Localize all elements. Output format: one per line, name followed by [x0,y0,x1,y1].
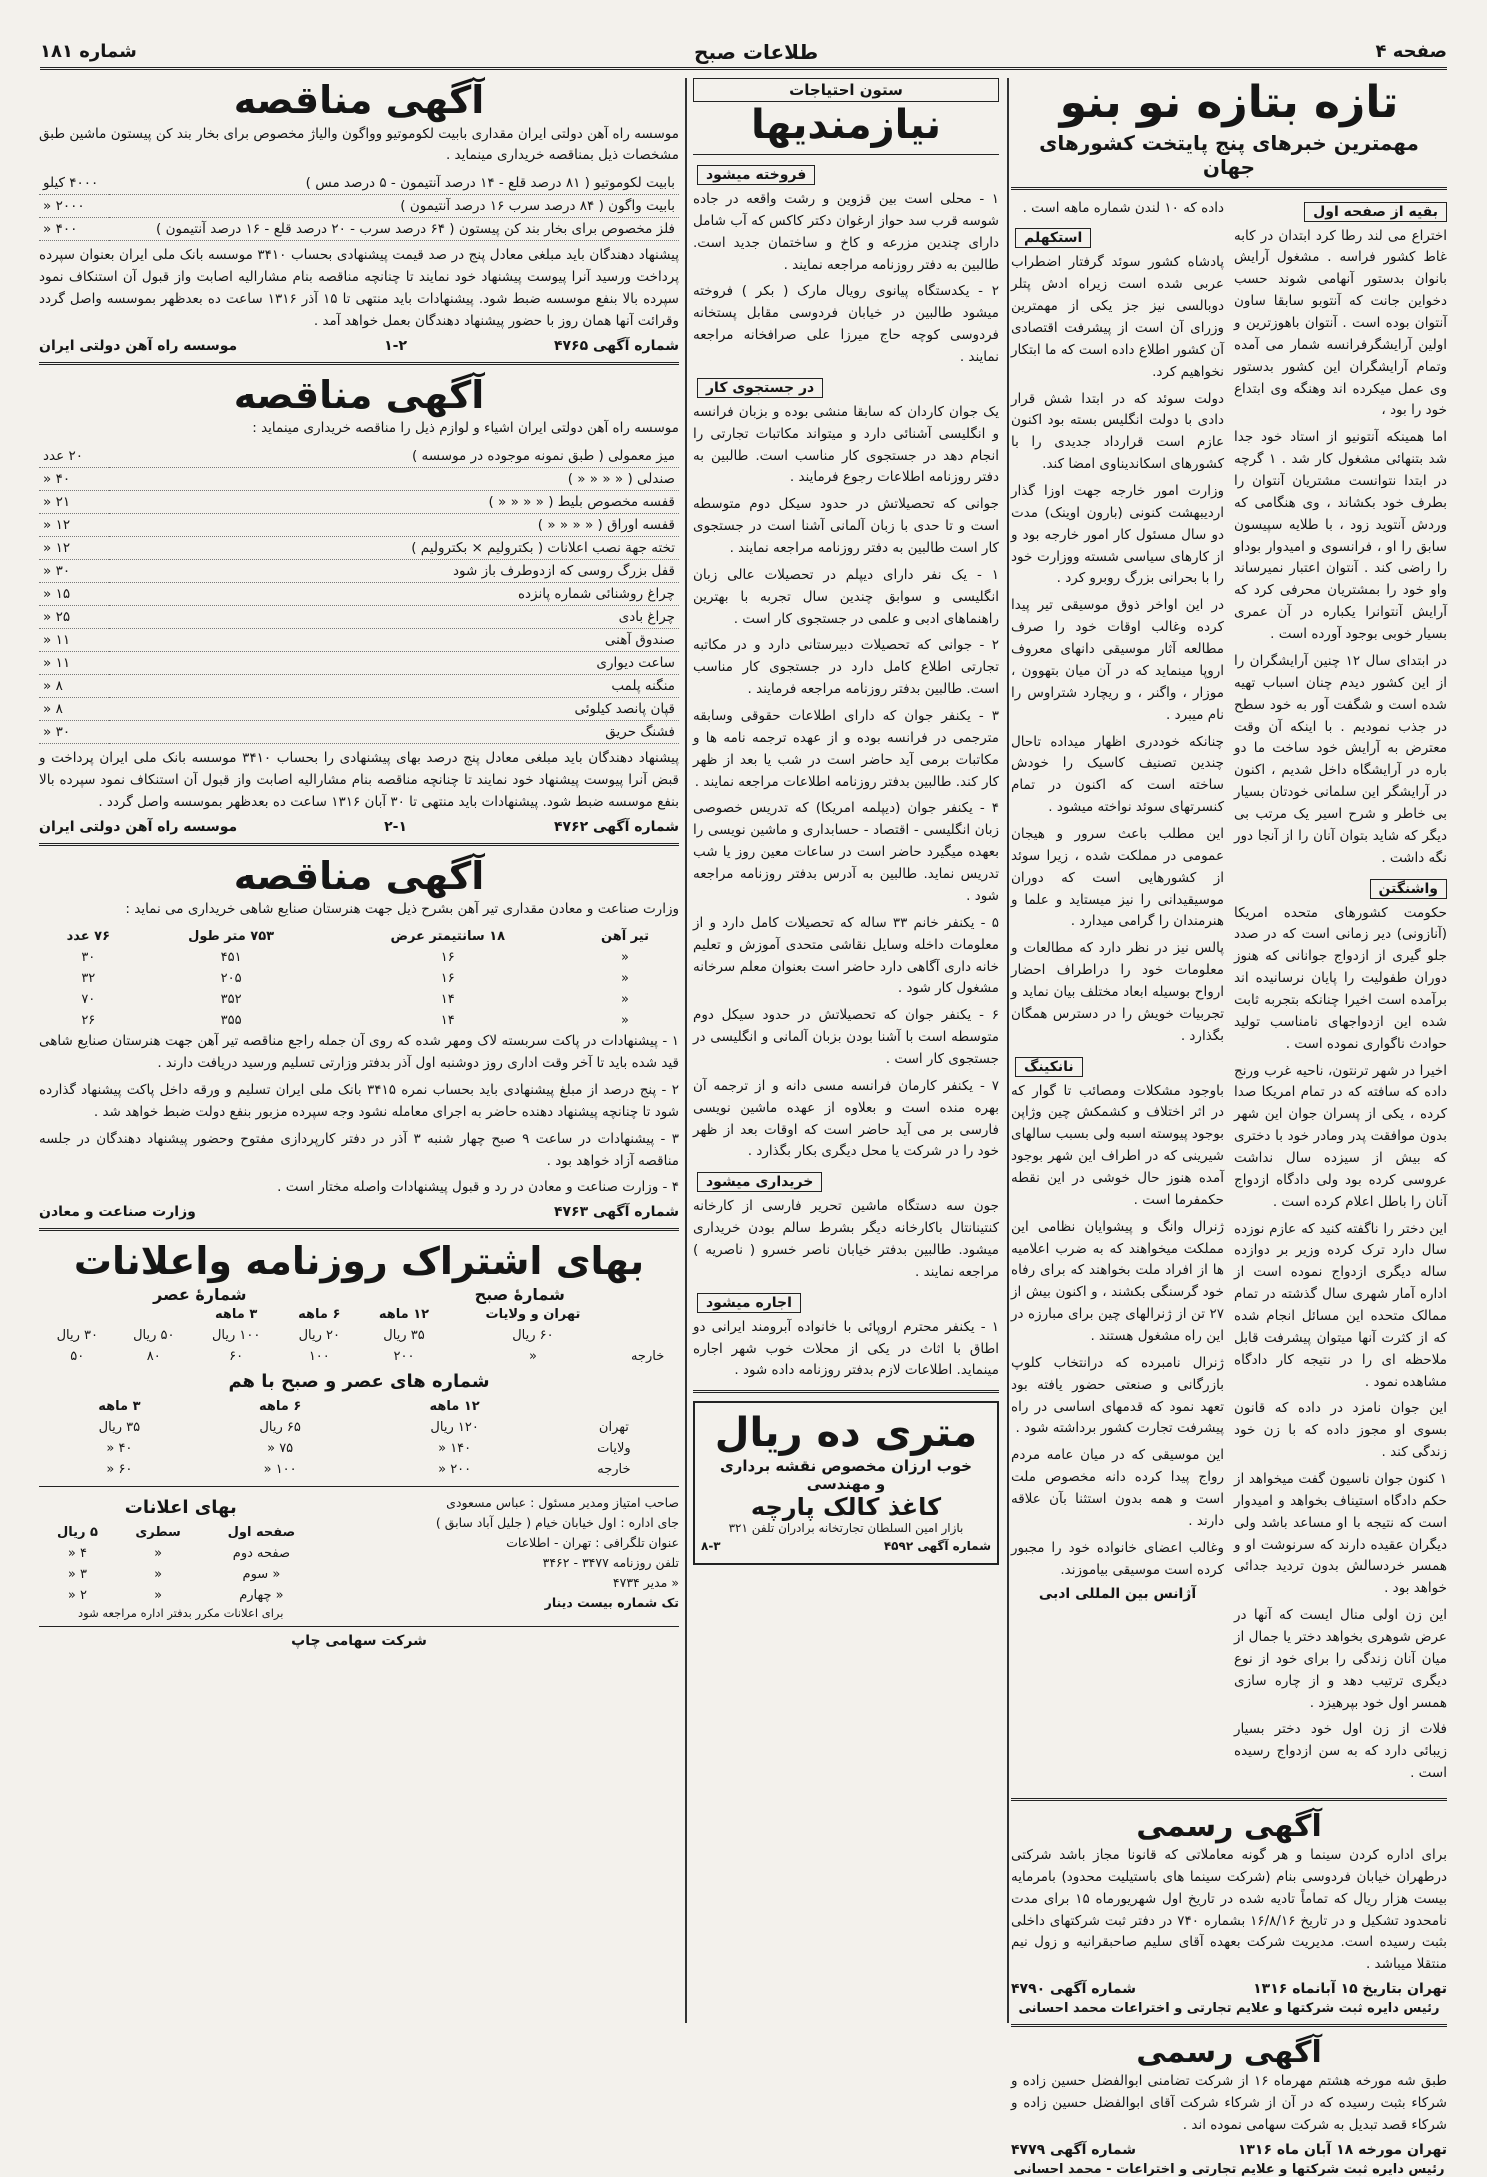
tender-item-row [39,721,679,744]
divider [39,1486,679,1487]
classified-ad: جوانی که تحصیلاتش در حدود سیکل دوم متوسطه است و تا حدی با زبان آلمانی آشنا است در جستجوی کار است طالبین به دفتر روزنامه مراجعه نمایند . [693,496,999,557]
item-name: قفسه مخصوص بلیط ( « « « « ) [109,491,679,514]
table-header-cell [549,1396,679,1417]
beam-table [39,926,679,1031]
page-number: صفحه ۴ [1375,41,1447,62]
item-quantity: ۲۱ « [39,491,109,514]
item-quantity: ۴۰ « [39,468,109,491]
item-quantity: ۱۱ « [39,652,109,675]
owner-line: صاحب امتیاز ومدیر مسئول : عباس مسعودی [446,1494,679,1510]
tender-code: ۲-۱ [384,818,408,835]
item-quantity: ۸ « [39,698,109,721]
table-cell: « [621,992,629,1008]
table-header-cell: ۶ ماهه [298,1306,341,1322]
table-cell: ۱۰۰ [308,1348,330,1364]
table-cell: ۶۰ « [106,1461,133,1477]
tender-item-row [39,491,679,514]
ad-rates-table [39,1522,323,1606]
tender-body: موسسه راه آهن دولتی ایران مقداری بابیت لکوموتیو وواگون والیاژ مخصوص برای بخار بند کن پیستون ماشین طبق مشخصات ذیل بمناقصه خریداری مینماید . [39,125,679,164]
divider [1011,1798,1447,1801]
table-row [39,1346,679,1367]
continued-label: بقیه از صفحه اول [1304,202,1447,222]
classified-ad: یک جوان کاردان که سابقا منشی بوده و بزبان فرانسه و انگلیسی آشنائی دارد و میتواند مکاتبات تجارتی را انجام دهد در جستجوی کار مناسب است. طالبین به دفتر روزنامه اطلاعات رجوع فرمایند . [693,403,999,486]
agency-credit: آژانس بین المللی ادبی [1038,1586,1197,1603]
table-header-cell: سطری [135,1524,181,1540]
item-name: ساعت دیواری [109,652,679,675]
tender-signature: موسسه راه آهن دولتی ایران [39,337,238,354]
tender-title: آگهی مناقصه [233,78,485,122]
item-name: فلز مخصوص برای بخار بند کن پیستون ( ۶۴ درصد سرب - ۲۰ درصد قلع - ۱۶ درصد آنتیمون ) [109,218,679,241]
table-cell: « [621,950,629,966]
notice-signature: رئیس دایره ثبت شرکتها و علایم تجارتی و اختراعات محمد احسانی [1018,2001,1440,2017]
table-cell: « سوم [242,1566,281,1582]
tender-item-row [39,172,679,195]
paper-name: طلاعات صبح [694,39,819,64]
rates-title: بهای اشتراک روزنامه واعلانات [73,1239,645,1284]
table-cell: ۴۵۱ [220,950,242,966]
tender-terms: ۳ - پیشنهادات در ساعت ۹ صبح چهار شنبه ۳ آذر در دفتر کارپردازی مفتوح وحضور پیشنهاد دهندگان در جلسه مناقصه آزاد خواهد بود . [39,1130,679,1169]
table-cell: ۲۶ [81,1013,96,1029]
rates-edition-labels [39,1285,679,1304]
phone-director-line: « مدیر ۴۷۳۴ [612,1574,679,1590]
tender-title: آگهی مناقصه [233,372,485,417]
article-paragraph: فلات از زن اول خود دختر بسیار زیبائی دارد که به سن ازدواج رسیده است . [1234,1721,1447,1782]
combined-table-header [39,1396,679,1417]
divider [39,1626,679,1627]
table-cell: ۱۰۰ ریال [211,1327,261,1343]
dateline-washington: واشنگتن [1370,879,1447,899]
classified-ad: ۱ - محلی است بین قزوین و رشت واقعه در جاده شوسه قرب سد حواز ارغوان دکتر کاکس که آب شامل دارای چندین مزرعه و کاخ و ساختمان جدید است. طالبین به دفتر روزنامه مراجعه نمایند . [693,191,999,273]
classified-ad: ۵ - یکنفر خانم ۳۳ ساله که تحصیلات کامل دارد و از معلومات داخله وسایل نقاشی متحدی آموزش و تعلیم خانه داری آگاهی دارد حاضر است بعنوان معلم سرخانه مشغول کار شود . [693,914,999,997]
article-paragraph: پادشاه کشور سوئد گرفتار اضطراب عربی شده است زیراه ادش پتلر دوبالسی نیز جز یکی از مهمترین وزرای آن است از پیشرفت اقتصادی آن کشور اطلاع داده است که ما ابتکار نخواهیم کرد. [1011,254,1224,380]
headline: تازه بتازه نو بنو [1059,77,1399,128]
ad-address: بازار امین السلطان تجارتخانه برادران تلفن ۳۲۱ [728,1521,964,1536]
table-cell: ۲۰۰ [393,1348,415,1364]
office-line: جای اداره : اول خیابان خیام ( جلیل آباد سابق ) [435,1514,679,1530]
table-row [39,1438,679,1459]
article-paragraph: ژنرال نامبرده که درانتخاب کلوپ بازرگانی و صنعتی حضور یافته بود تعهد نمود که قدمهای اساسی در راه پیشرفت تجارت کشور برداشته شود . [1011,1354,1224,1437]
item-quantity: ۴۰۰۰ کیلو [39,172,109,195]
ad-code: ۸-۳ [701,1539,721,1554]
notice-number: شماره آگهی ۴۷۹۰ [1011,1981,1137,1998]
table-cell: ۳۵ ریال [98,1419,141,1435]
tender-number: شماره آگهی ۴۷۶۲ [553,818,679,835]
table-header-cell: ۷۵۳ متر طول [188,929,275,945]
article-paragraph: وزارت امور خارجه جهت اوزا گذار اردیبهشت کنونی (بارون اوینک) مدت دو سال مسئول کار امور خارجه بود و از کارهای سیاسی شسته ووزارت خود را با بحرانی بزرگ روبرو کرد . [1011,483,1224,587]
publisher-info [333,1493,680,1620]
classified-ad: ۱ - یک نفر دارای دیپلم در تحصیلات عالی زبان انگلیسی و سوابق چندین سال تجربه با بهترین راهنماهای ادبی و علمی در جستجوی کار است . [693,566,999,627]
table-cell: خارجه [630,1348,665,1364]
item-quantity: ۳۰ « [39,560,109,583]
article-paragraph: دولت سوئد که در ابتدا شش قرار دادی با دولت انگلیس بسته بود اکنون عازم است قرارداد جدیدی را با کشورهای اسکاندیناوی امضا کند. [1011,390,1224,473]
issue-number: شماره ۱۸۱ [40,41,137,62]
article-paragraph: پالس نیز در نظر دارد که مطالعات و معلومات خود را دراطراف احضار ارواح بوسیله ابعاد مختلف بیان نماید و تجربیات خویش را در دسترس همگان بگذارد . [1011,940,1224,1044]
tender-terms: ۲ - پنج درصد از مبلغ پیشنهادی باید بحساب نمره ۳۴۱۵ بانک ملی ایران تسلیم و ورقه داخل پاکت پیشنهاد گذارده شود تا چنانچه پیشنهاد دهنده حاضر به اجرای معامله نشود وجه سپرده مزبور بنفع دولت ضبط خواهد شد . [39,1081,679,1120]
table-cell: ولایات [597,1440,631,1456]
notice-body: طبق شه مورخه هشتم مهرماه ۱۶ از شرکت تضامنی ابوالفضل حسین زاده و شرکاء بثبت رسیده که در آن از شرکاء شرکت آقای ابوالفضل حسین زاده و شرکاء قصد تبدیل به شرکت سهامی نموده اند . [1011,2073,1448,2133]
table-row [39,1417,679,1438]
classified-ad: ۷ - یکنفر کارمان فرانسه مسی دانه و از ترجمه آن بهره منده است و بعلاوه از عهده ماشین نویسی فارسی بر می آید حاضر است که اوقات بعد از ظهر خود را در شرکت یا محل دیگری بکار بگذارد . [693,1077,999,1160]
classifieds-title: نیازمندیها [750,102,942,148]
table-cell: ۸۰ [146,1348,161,1364]
table-cell: ۳ « [67,1566,87,1582]
table-cell: ۲۰۵ [220,971,242,987]
news-subcolumns [1011,198,1447,1790]
item-name: بابیت واگون ( ۸۴ درصد سرب ۱۶ درصد آنتیمون ) [109,195,679,218]
ad-subline: خوب ارزان مخصوص نقشه برداری [720,1457,972,1476]
table-header-cell: تیر آهن [601,929,649,945]
rates-footer [39,1493,679,1620]
rent-label: اجاره میشود [697,1293,801,1313]
ad-footer [701,1539,991,1553]
classified-ad: جون سه دستگاه ماشین تحریر فارسی از کارخانه کنتینانتال باکارخانه دیگر بشرط سالم بودن خریداری میشود. طالبین بدفتر خیابان ناصر خسرو ( ناصریه ) مراجعه نمایند . [693,1198,999,1280]
item-quantity: ۲۰۰۰ « [39,195,109,218]
item-quantity: ۲۵ « [39,606,109,629]
article-paragraph: این موسیقی که در میان عامه مردم رواج پیدا کرده دانه مخصوص ملت است و همه بدون استثنا بآن علاقه دارند . [1011,1447,1224,1529]
printer-credit: شرکت سهامی چاپ [291,1632,427,1649]
table-cell: ۳۰ [81,950,96,966]
table-cell: « [528,1348,537,1364]
table-cell: ۷۰ [81,992,96,1008]
table-cell: ۱۲۰ ریال [430,1419,479,1435]
classified-ad: ۲ - جوانی که تحصیلات دبیرستانی دارد و در مکاتبه تجارتی اطلاع کامل دارد در جستجوی کار مناسب است. طالبین بدفتر روزنامه مراجعه فرمایند . [693,637,999,698]
tender-item-row [39,195,679,218]
item-quantity: ۳۰ « [39,721,109,744]
notice-number: شماره آگهی ۴۷۷۹ [1011,2141,1137,2158]
table-cell: « [154,1545,163,1561]
item-quantity: ۸ « [39,675,109,698]
table-cell: ۳۰ ریال [56,1327,98,1343]
table-cell: ۳۵ ریال [383,1327,425,1343]
ad-number: شماره آگهی ۴۵۹۲ [883,1539,991,1554]
phones-line: تلفن روزنامه ۳۴۷۷ - ۳۴۶۲ [542,1554,679,1570]
dateline-stockholm: استکهلم [1015,228,1091,248]
table-row [39,1459,679,1480]
news-subcolumn-right [1234,198,1447,1790]
table-cell: ۶۰ [229,1348,244,1364]
article-paragraph: در این اواخر ذوق موسیقی تیر پیدا کرده وغالب اوقات خود را صرف مطالعه آثار موسیقی دانهای معروف اروپا مینماید که در آن میان بتهوون ، موزار ، واگنر ، و ریچارد شتراوس را نام میبرد . [1011,597,1224,723]
divider [39,1228,679,1231]
tender-terms: ۱ - پیشنهادات در پاکت سربسته لاک ومهر شده که روی آن جمله راجع مناقصه تیر آهن جهت هنرستان صنایع شاهی قید شده باید تا آخر وقت اداری روز دوشنبه اول آذر بدفتر وزارتی تسلیم ورسید دریافت دارند . [39,1033,679,1072]
table-header-cell [616,1304,679,1325]
tender-item-row [39,445,679,468]
divider [39,843,679,846]
table-cell: « [154,1566,163,1582]
tender-item-row [39,218,679,241]
tender-item-row [39,698,679,721]
table-cell: ۲ « [67,1587,87,1603]
tender-number: شماره آگهی ۴۷۶۵ [553,337,679,354]
classified-ad: ۲ - یکدستگاه پیانوی رویال مارک ( بکر ) فروخته میشود طالبین در خیابان فردوسی مقابل پستخانه فردوسی کوچه حاج میرزا علی صرافخانه مراجعه نمایند . [693,283,999,366]
table-cell: ۵۰ [70,1348,85,1364]
tender-item-row [39,629,679,652]
tender-item-row [39,606,679,629]
tender-item-row [39,514,679,537]
tender-footer [39,1204,679,1220]
item-name: صندلی ( « « « « ) [109,468,679,491]
tracing-paper-ad [693,1401,999,1565]
classified-ad: ۶ - یکنفر جوان که تحصیلاتش در حدود سیکل دوم متوسطه است با آشنا بودن بزبان آلمانی و انگلیسی در جستجوی کار است . [693,1007,999,1067]
table-cell: ۱۴ [440,1013,455,1029]
divider [1011,2024,1447,2027]
subheadline: مهمترین خبرهای پنج پایتخت کشورهای جهان [1039,130,1419,179]
tender-terms: پیشنهاد دهندگان باید مبلغی معادل پنج در صد قیمت پیشنهادی بحساب ۳۴۱۰ موسسه بانک ملی ایران بعنوان سپرده پرداخت ورسید آنرا پیوست پیشنهاد خود نمایند تا چنانچه مناقصه بنام مشارالیه اصابت واز قبول آن استنکاف نمود سپرده بالا بنفع موسسه ضبط شود. پیشنهادات باید منتهی تا ۱۵ آذر ۱۳۱۶ ساعت ده بعدظهر بموسسه واصل گردد وقرائت آنها همان روز با حضور پیشنهاد دهندگان بعمل خواهد آمد . [39,247,680,329]
table-cell: ۴ « [67,1545,87,1561]
section-label: ستون احتیاجات [693,78,999,102]
article-paragraph: اما همینکه آنتونیو از استاد خود جدا شد بتنهائی مشغول کار شد . ۱ گرچه در ابتدا نتوانست مشتریان آنتوان را بطرف خود بکشاند ، وی هنگامی که وردش آنتوید زود ، با طلایه سپیسون سابق را او ، فرانسوی و امیدوار بوداو را راضی کند . آنتوان اعتبار نمیرساند واو خود را بمشتریان محرفی کرد که آرایش آنتوانرا یکباره در آن عمری بسیار خوبی بوجود آورده است . [1234,429,1448,643]
tender-code: ۱-۲ [384,337,408,354]
table-row [39,989,679,1010]
ad-headline: متری ده ریال [714,1410,978,1457]
article-paragraph: اختراع می لند رطا کرد ابتدان در کابه غاط کشور فراسه . مشغول آرایش بانوان بدستور آنهامی شوند حسب دخواین جانت که آنتوبو سابقا ساون آنتوان بوده است . آنتوان باهوزترین و اولین آرایشگرفرانسه شمار می آمده وتمام آرایشگران این کشور بدستور وی عمل میکرده اند وهنگه وی ابتداع خود را بود ، [1234,227,1447,419]
dateline: داده که ۱۰ لندن شماره ماهه است . [1022,199,1224,216]
item-name: چراغ بادی [109,606,679,629]
table-header-cell: ۳ ماهه [98,1398,141,1414]
page-header [40,36,1447,70]
table-cell: ۶۵ ریال [259,1419,301,1435]
article-paragraph: در ابتدای سال ۱۲ چنین آرایشگران را از این کشور دیدم چنان اسباب تهیه شده است و شگفت آور به خود سطح در جذب نمودیم . با اینکه آن وقت معترض به آرایش خود ساخت ما دو باره در آرایشگاه داخل شدیم ، اکنون در آرایشگر این سلمانی خودتان بسیار بی خاطر و شرح اسیر یک مرتب بی دیگر که شاید بتوان آنان را از آنجا دور نگه داشت . [1234,652,1447,866]
item-name: فشنگ حریق [109,721,679,744]
telegraph-line: عنوان تلگرافی : تهران - اطلاعات [506,1534,679,1550]
divider [39,362,679,365]
item-name: بابیت لکوموتیو ( ۸۱ درصد قلع - ۱۴ درصد آنتیمون - ۵ درصد مس ) [109,172,679,195]
table-header-cell: ۷۶ عدد [66,929,111,945]
tender-signature: وزارت صناعت و معادن [39,1204,196,1221]
table-header-cell: تهران و ولایات [485,1306,581,1322]
tender-item-row [39,537,679,560]
table-row [39,968,679,989]
single-copy-price: تک شماره بیست دینار [544,1594,679,1610]
beam-table-header [39,926,679,947]
dateline-nanking: نانکینگ [1015,1057,1083,1077]
notice-signature: رئیس دایره ثبت شرکتها و علایم تجارتی و اختراعات - محمد احسانی [1013,2161,1445,2177]
table-row [39,1585,323,1606]
divider [1011,187,1447,190]
table-cell: ۷۵ « [267,1440,294,1456]
notice-date: تهران مورخه ۱۸ آبان ماه ۱۳۱۶ [1237,2141,1447,2158]
tender-item-row [39,468,679,491]
table-cell: « چهارم [239,1587,284,1603]
tender-items [39,172,679,241]
tender-number: شماره آگهی ۴۷۶۳ [553,1204,679,1221]
table-header-cell: ۶ ماهه [258,1398,302,1414]
article-paragraph: اخیرا در شهر ترنتون، ناحیه غرب ورنج داده که سافته که در تمام امریکا صدا کرده ، یکی از پسران جوان این شهر بدون موافقت پدر ومادر خود با دختری که بیش از سیزده سال نداشت عروسی کرده بود ولی دادگاه ازدواج آنان را باطل اعلام کرده است . [1234,1062,1447,1210]
table-row [39,1543,323,1564]
ad-rates-header [39,1522,323,1543]
ad-rates-label: بهای اعلانات [124,1496,237,1518]
tender-terms: پیشنهاد دهندگان باید مبلغی معادل پنج درصد بهای پیشنهادی را بحساب ۳۴۱۰ موسسه بانک ملی ایران پرداخت و قبض آنرا پیوست پیشنهاد خود نمایند تا چنانچه مناقصه بنام مشارالیه اصابت واز قبول آن استنکاف نمود سپرده بالا بنفع موسسه ضبط شود. پیشنهادات باید منتهی تا ۳۰ آبان ۱۳۱۶ ساعت ده بعدظهر بموسسه واصل گردد . [39,750,680,810]
combined-rates-table [39,1396,679,1480]
item-name: چراغ روشنائی شماره پانزده [109,583,679,606]
tender-item-row [39,652,679,675]
morning-edition-label: شمارۀ صبح [474,1284,565,1304]
table-cell: ۲۰ ریال [298,1327,340,1343]
classified-ad: ۴ - یکنفر جوان (دیپلمه امریکا) که تدریس خصوصی زبان انگلیسی - اقتصاد - حسابداری و ماشین نویسی را بعهده میگیرد حاضر است در ساعات معین روز یا شب تدریس نماید. طالبین به آدرس بدفتر روزنامه مراجعه شود . [693,800,999,904]
item-name: میز معمولی ( طبق نمونه موجوده در موسسه ) [109,445,679,468]
article-paragraph: این دختر را ناگفته کنید که عازم نوزده سال دارد ترک کرده وزیر بر دوازده ساله دیگری ازدواج نموده است از اداره آمار شهری سال گذشته در تمام ممالک متحده این مسائل انجام شده که از کثرت آنها میتوان پیشرفت قابل ملاحظه ای را در نتیجه کار دادگاه مشاهده نمود . [1234,1220,1447,1390]
article-paragraph: ژنرال وانگ و پیشوایان نظامی این مملکت میخواهند که به ضرب اعلامیه ها از افراد ملت بخواهند که برای رفاه خود گرسنگی بکشند ، و اکنون بیش از ۲۷ تن از ژنرالهای چین برای مبارزه در این راه مشغول هستند . [1011,1218,1224,1344]
article-paragraph: این زن اولی منال ایست که آنها در عرض شوهری بخواهد دختر یا جمال از میان آنان زندگی را برای خود از نوع دیگری ترتیب دهد و از چاره سازی همسر اول خود بپرهیزد . [1234,1607,1447,1711]
tender-body: وزارت صناعت و معادن مقداری تیر آهن بشرح ذیل جهت هنرستان صنایع شاهی خریداری می نماید : [125,901,679,918]
tenders-column [39,78,679,2023]
article-paragraph: چنانکه خوددری اظهار میداده تاحال چندین تصنیف کاسیک را خودش ساخته است که اکنون در تمام کنسرتهای سوئد نواخته میشود . [1011,733,1224,816]
classifieds-column [693,78,999,2023]
tender-body: موسسه راه آهن دولتی ایران اشیاء و لوازم ذیل را مناقصه خریداری مینماید : [252,420,679,437]
item-name: تخته جهة نصب اعلانات ( بکتروليم × بکتروليم ) [109,537,679,560]
notice-footer [1011,1981,1447,1997]
evening-edition-label: شمارۀ عصر [153,1284,247,1304]
table-cell: « [621,971,629,987]
table-cell [616,1325,679,1346]
item-quantity: ۱۵ « [39,583,109,606]
tender-footer [39,338,679,354]
article-paragraph: این مطلب باعث سرور و هیجان عمومی در مملکت شده ، زیرا سوئد از کشورهایی است که دوران موسیقیدانی را نیز میستاید و علما و هنرمندان را گرامی میدارد . [1011,825,1224,930]
ad-rates-note: برای اعلانات مکرر بدفتر اداره مراجعه شود [78,1605,284,1620]
item-quantity: ۱۲ « [39,537,109,560]
article-paragraph: حکومت کشورهای متحده امریکا (آنازونی) دیر زمانی است که در صدد جلو گیری از ازدواج جوانانی که هنوز دوران طفولیت را پایان نرسانیده اند برآمده است اخیرا چنانکه بتجربه ثابت شده این ازدواجهای نامناسب تولید حوادث ناگواری نموده است . [1234,904,1447,1052]
tender-item-row [39,675,679,698]
table-row [39,947,679,968]
table-cell: ۶۰ ریال [512,1327,554,1343]
table-row [39,1564,323,1585]
item-name: قفسه اوراق ( « « « « ) [109,514,679,537]
item-quantity: ۱۱ « [39,629,109,652]
notice-date: تهران بتاریخ ۱۵ آبانماه ۱۳۱۶ [1253,1981,1447,1998]
tender-footer [39,819,679,835]
notice-title: آگهی رسمی [1136,1809,1322,1845]
table-cell: تهران [598,1419,629,1435]
tender-terms: ۴ - وزارت صناعت و معادن در رد و قبول پیشنهادات واصله مختار است . [277,1179,679,1196]
table-header-cell: ۵ ریال [56,1524,98,1540]
table-cell: صفحه دوم [232,1545,291,1561]
table-header-cell: ۱۲ ماهه [429,1398,480,1414]
table-cell: ۳۲ [81,971,96,987]
tender-item-row [39,560,679,583]
tender-item-row [39,583,679,606]
article-paragraph: ۱ کنون جوان ناسیون گفت میخواهد از حکم دادگاه استیناف بخواهد و امیدوار است که نتیجه با او مساعد باشد ولی دیگران عقیده دارند که سرنوشت او و همسر خردسالش بدون تردید جدائی خواهد بود . [1234,1471,1447,1597]
table-cell: ۱۶ [440,950,455,966]
divider [693,154,999,155]
notice-title: آگهی رسمی [1136,2035,1322,2071]
table-cell: ۱۴ [440,992,455,1008]
table-cell: ۴۰ « [106,1440,133,1456]
table-cell: ۱۰۰ « [263,1461,297,1477]
table-cell: ۵۰ ریال [133,1327,175,1343]
table-row [39,1325,679,1346]
item-name: منگنه پلمب [109,675,679,698]
table-row [39,1010,679,1031]
subscription-rates-table [39,1304,679,1367]
table-cell: « [154,1587,163,1603]
classified-ad: ۱ - یکنفر محترم اروپائی با خانواده آبرومند ایرانی دو اطاق با اثاث در یکی از محلات خوب شهر اجاره مینماید. اطلاعات لازم بدفتر روزنامه داده شود . [693,1318,999,1379]
news-column [1011,77,1448,2177]
item-name: قفل بزرگ روسی که ازدوطرف باز شود [109,560,679,583]
table-cell: « [621,1013,629,1029]
table-header-cell: ۱۲ ماهه [378,1306,430,1322]
article-paragraph: این جوان نامزد در داده که قانون بسوی او مجوز داده که با زن خود زندگی کند . [1234,1400,1447,1461]
article-paragraph: باوجود مشکلات ومصائب تا گوار که در اثر اختلاف و کشمکش چین وژاپن بوجود پیوسته اسبه ولی بسبب سالهای شیرینی که در اطراف این شهر بوجود آمده هنوز حال خوشی در این نقطه حکمفرما است . [1011,1082,1224,1208]
item-quantity: ۱۲ « [39,514,109,537]
table-cell: ۲۰۰ « [438,1461,472,1477]
combined-edition-label: شماره های عصر و صبح با هم [228,1370,490,1392]
classified-ad: ۳ - یکنفر جوان که دارای اطلاعات حقوقی وسابقه مترجمی در فرانسه بوده و از عهده ترجمه نامه ها و مکاتبات برمی آید حاضر است در شب یا بعد از ظهر کار کند. طالبین بدفتر روزنامه اطلاعات مراجعه نمایند . [693,708,999,790]
jobs-label: در جستجوی کار [697,378,823,398]
table-cell: ۳۵۵ [220,1013,242,1029]
rates-table-header [39,1304,679,1325]
table-header-cell: صفحه اول [227,1524,296,1540]
item-name: صندوق آهنی [109,629,679,652]
tender-title: آگهی مناقصه [233,853,485,898]
item-quantity: ۴۰۰ « [39,218,109,241]
sold-label: فروخته میشود [697,165,815,185]
tender-items [39,445,679,744]
table-cell: ۱۴۰ « [438,1440,472,1456]
column-rule [685,78,687,2023]
ad-rates [39,1493,323,1620]
column-rule [1007,78,1009,2023]
table-cell: ۳۵۲ [220,992,242,1008]
buy-label: خریداری میشود [697,1172,822,1192]
ad-brand: کاغذ کالک پارچه [750,1493,942,1522]
ad-subline: و مهندسی [806,1475,886,1494]
notice-footer [1011,2142,1447,2158]
divider [693,1390,999,1393]
table-header-cell: ۳ ماهه [215,1306,258,1322]
table-cell: ۱۶ [440,971,455,987]
news-subcolumn-left [1011,198,1224,1790]
tender-signature: موسسه راه آهن دولتی ایران [39,818,238,835]
notice-body: برای اداره کردن سینما و هر گونه معاملاتی که قانونا مجاز باشد شرکتی درطهران خیابان فردوسی بنام (شرکت سینما های باستیلیت محدود) بامرمایه بیست هزار ریال که تماماً تادیه شده در تاریخ اول شهریورماه ۱۵ برای مدت نامحدود تشکیل و در تاریخ ۱۶/۸/۱۶ بشماره ۷۴۰ در دفتر ثبت شرکتهای داخلی بثبت رسیده است. مدیریت شرکت بعهده آقای سلیم صاحبقرانیه و زول نیم منتقلا میباشد . [1011,1847,1447,1973]
table-cell: خارجه [597,1461,631,1477]
article-paragraph: وغالب اعضای خانواده خود را مجبور کرده است موسیقی بیاموزند. [1011,1539,1224,1578]
item-quantity: ۲۰ عدد [39,445,109,468]
table-header-cell: ۱۸ سانتیمتر عرض [390,929,506,945]
item-name: قپان پانصد کیلوئی [109,698,679,721]
